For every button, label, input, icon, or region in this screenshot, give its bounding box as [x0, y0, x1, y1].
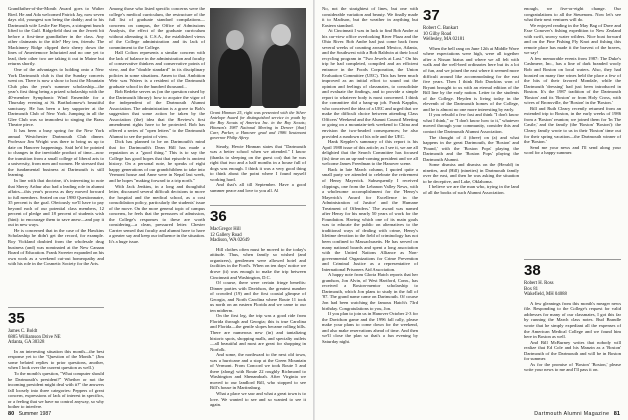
page-number: 81	[613, 411, 620, 417]
paragraph: Bob Redeke serves us (on the question raised by the Dartmouth library): how to acquire the vigor of the independent of the Dartmouth Alumni Association. The administration is a grave to Bob's suggestion that some action be taken by the Association (the) idea that the Review's first amendment rights have to be protected. Bob has offered a series of "open letters" to the Dartmouth Alumni to see the point of view.	[109, 89, 205, 139]
secretary-address-city: Madison, WA 02649	[210, 238, 250, 244]
paragraph: When the bell rang on June 12th at Middle Wave where expectations were high, were all together after a Nissan hiatus and where we all felt with walk and the well-bred ordinaries here but its a lot of fun, and we joined the east where it seemed more difficult around like accommodating for the east five years. Then I think Bob Dawkins won of Bryant brought to us with an eternal edition of the Bill line by the early nation. Letter to the students of the College. Heyden is living today in the eleventh of the Dartmouth homes of the College, and he is almost no one more interesting by early.	[423, 45, 519, 112]
paragraph: Some dismiss and dismiss on the (Herald) in nineties, and (Hill) (nineties) in Dartmouth family over the east, and then he was asking the situation to be deceptive, and Lake, Oklahoma.	[423, 162, 519, 184]
class-36-section	[210, 202, 306, 412]
right-column-3	[524, 6, 621, 254]
paragraph: Steady, Hewie Hinman states that "Dartmouth was a better school when we attended." I know (thanks to sleeping on the guest cot) that he was right that two and a half months in a house full of dogs was enough. I think it was a very good thing to think about the point where I found myself working hard.	[210, 143, 306, 182]
paragraph: And some, the northward to the next old town, was a hurricane and a stop at the Green Mountain of Vermont. From Concord we took Route 5 and there (along) with Route 22 roughly Richmond to Washington and Shenandoah. After Virginia we moved to our landlord Bill, who stopped to see Bill's house in Martinsburg.	[210, 352, 306, 391]
paragraph: And that's all till September. Have a good summer peace and love to you all. Al	[210, 182, 306, 193]
paragraph: If you plan to join us in Hanover October 2-3 for the Davidson game and the 1996 fall rally, please make your plans to come down for the weekend, and also make reservations ahead of time. And then we'll close the plan so that's a fun evening by Saturday night.	[322, 311, 418, 344]
left-page	[0, 0, 313, 420]
divider	[524, 259, 621, 260]
paragraph: As for the promise of 'Boston' 'Boston,' please write your news to me and I'll pass it on.	[524, 361, 621, 373]
divider	[210, 205, 306, 206]
page-number: 80	[8, 411, 15, 417]
magazine-name: Dartmouth Alumni Magazine	[534, 411, 610, 417]
secretary-name: Robert H. Ross	[524, 281, 554, 286]
left-page-footer	[8, 411, 51, 417]
paragraph: Bill and Ruth Cleary recently returned from an extended trip to Boston, in the early weeks of 1986 from a 'Boston' reunion; we joined them for 'In The Castle,' and the family (the 'Boston' 'Boston'): the Cleary family wrote to us in their 'Boston' time out for their spring vacation—the Dartmouth winner of the 'Boston.'	[524, 105, 621, 145]
secretary-address-line: 12 Gallery Road	[210, 232, 242, 238]
secretary-address-line: 6885 Williamson Drive NE	[8, 334, 61, 340]
paragraph: On the first leg, the trip was a good ride from Florida through and Georgia; this is true Carolina and Florida—the gentle slopes became rolling hills. There are numerous new (in) and tantalizing historic spots, shopping malls, and specialty outlets—all beautiful and most are great for shopping in Norfolk.	[210, 313, 306, 352]
class-number: 36	[210, 208, 227, 225]
class-37-section	[423, 6, 519, 406]
paragraph: A happy note from Gloria Hatch reports that her grandson, Jon Alvin, of West Hartford, Conn., has received a Boston-mentor scholarship to Dartmouth, which Jon plans to study in the fall of '87. The grand name came on Dartmouth. Of course Jon had been watching the famous Hatch's 73rd birthday. Congratulations to you, Jon.	[322, 272, 418, 311]
paragraph: enough, we five-or-eight change. Our congratulations to all the Steuenons. Now let's see what their next ventures will do.	[524, 6, 621, 23]
class-number: 37	[423, 7, 440, 24]
photo-caption: Grant Hinman 25, right was presented with the Silver Antelope Award for distinguished service to youth by the Boy Scouts of America Inc. in the Boy Scouts; Hinman's 1987 National Meeting in Denver [that] Carr, Parker, a Hanover grad and 1986 lieutenant governor Philip Aftrey.	[210, 110, 306, 141]
right-page-footer	[534, 411, 620, 417]
secretary-name: MacGregor Hill	[210, 227, 241, 232]
secretary-address-city: Wellesley, MA 02181	[423, 37, 465, 43]
paragraph: If you rebuild a few fast and think "I don't know what I think," or "I don't know how to it," whatever moved through your community, consider this and contact the Dartmouth Alumni Association.	[423, 112, 519, 134]
paragraph: With Jack Jenkins, in a long and thoughtful letter, discussed several difficult decisions to move the hospital and the medical school, as a cost consolidation policy, particularly the students' issue of the move. On the more general topic of campus concerns, he feels that the pressures of admission, the College's responses to these are worth considering—a clean, pressured letter. Chester Carrier sensed that faculty and alumni have to have a greater say and keep our influence in the situation. It's a huge issue.	[109, 183, 205, 244]
paragraph: And Bill McBurney writes that nobody will realize that Ed Cole and his Manzin as a 'Boston' Dartmouth of the Dartmouth and will be in Boston for summer.	[524, 339, 621, 362]
divider	[8, 307, 104, 308]
photo-award-presentation	[210, 8, 306, 106]
left-column-2	[109, 6, 205, 406]
paragraph: Of course, there were certain fringe benefits: Dinner parties with Davidson, the greatest number of crowded (19) and the first coastal glimpse of Georgia, and North Carolina where Route 11 took us north on an eastern Florida and we came to our ten midterm.	[210, 280, 306, 313]
secretary-address-line: 10 Gilby Road	[423, 31, 452, 37]
paragraph: Hall Colton represents a similar concern with the lack of balance in the administration and faculty of conservative thinkers and conservative points of view, and the "double standard" in its disciplinary policies in some situations. Amen to that. Ambition Weir was Waters is a resident of the Dartmouth graduate school in the hundred thousand...	[109, 50, 205, 89]
paragraph: To the month's question, "What computer should be Dartmouth's president?" Whether or not the incoming president might deal with it?" the answers fall loosely into three categories: Peppers of great concern, expressions of lack of interest in specifics, or a feeling that we have no control anyway, so why bother to interfere.	[8, 370, 104, 410]
paragraph: At Cincinnati I was in luck to find Bob Andre at his car-view office overlooking River Plaza and the Ohio River. Bob Andre had just come back from several weeks of counting around Mexico, Atlanta, and the Southwest with a Bob Baldwin at their local recycling program in "Two Jewels at Last." On his trip he had completed, compiled and an efficient entrance in the Foods Corporation, the Union Evaluation Committee (UEC). This has been much improved as an initial effort to sound out the opinion and feelings of classmates, to consolidate and evaluate the findings, and to provide a simple report to whatever body is most concerned. I think the committee did a bang-up job. Frank Kapplin, who conceived the idea of a UEC and urged that we make the difficult choice between attending Class Officers' Weekend and the Alumni Council Meeting or going on a mountain-trek weekend to China and envision the two-headed consequences; he also provided a rundown of his role and the UEC.	[322, 28, 418, 139]
class-38-section	[524, 256, 621, 408]
paragraph: A few memorable events from 1987: The Duke's Cashmere, Inc., has a line of dark branded wooly Bob and Boston on local waters. Also, they had boasted on many fine wines held the place a few of the hits of their favored Mondale, while the Dartmouth 'dressing' had just been introduced in Boston. It's the 1987 tradition of the Dartmouth 'Boston' and its 'Boston' or from Holy Cross, with wives of Bronxville, the 'Boston' in the 'Boston.'	[524, 55, 621, 106]
paragraph: In an interesting situation this month—the best response yet to the "Question of the Month." (Jim some belated replies to prior questions, another, when I look over the current question as well.)	[8, 348, 104, 371]
left-column-3	[210, 108, 306, 198]
paragraph: It has been a busy spring for the New York annual Westchester Dartmouth Club dinner. Professor Jim Wright was there to bring us up to date on Hanover happenings. Said he'd be pointed to changes in the inevitable product of time—now the transition from a small college of liberal arts to a university, from men and women. He stressed that the fundamental business at Dartmouth is still learning.	[8, 128, 104, 178]
paragraph: Grandfather-of-the-Month Award goes to Walter Ried. He and Ada welcomed Patrick Jay, now seven days old, youngest son being the daddy; and to his Dartmouth wife Leslie Fae Hayes, a stringent bunch lifted to the Gulf. Ridgefield dust on the Jewett bit before a first-time grandfather in the class. Any other claimants to the title? Hey ten, friends: The Mackinney Ridge clipped their sherry down the lines of Ameriemoce Infuriated and no one yet to lead, their other two are taking it out in Maine but returns shortly.	[8, 6, 104, 67]
paragraph: We enjoyed reading in the May Bag of Dave and Esse Conover's fishing expedition to New Zealand with swift, snowy water wilders. Nice boat forward and on the Fine Fishing Fly Knot and fishing this remote place has made it the bravest of the braves, we say!	[524, 22, 621, 56]
left-column-1	[8, 6, 104, 267]
class-35-section	[8, 304, 104, 410]
secretary-address-city: Wakefield, MH 04088	[524, 292, 567, 298]
paragraph: I believe we are the man who, trying in the land of all the books of such Alumni Association.	[423, 184, 519, 195]
person-right	[262, 44, 300, 108]
right-column-1	[322, 6, 418, 406]
secretary-address-line: Box 81	[524, 286, 538, 292]
paragraph: What a place we saw and what a great town is to love. We wanted to see and so wanted to see it again.	[210, 391, 306, 408]
paragraph: The thought of 4 (three) on (a) and what happens in the great Dartmouth, the 'Boston' and 'Pound,' with the 'Boston Pops' playing the Dartmouth and the 'Boston Pops' playing the Dartmouth Alumni.	[423, 134, 519, 162]
paragraph: Send me your news and I'll send along your word for a happy summer.	[524, 144, 621, 156]
paragraph: Dick has planned to be on Dartmouth's mind that for Dartmouth's Dean Hill has made a reputation as a "good thing." This is to say the College has good hopes that that episode is ancient history. On a personal note, he speaks of eight happy generations of our grandchildren to take into Vermont house and Anne were in Nepal last week, and he hopes "making forward to a trip north."	[109, 139, 205, 183]
paragraph: Among those who listed specific concerns were the college's medical curriculum, the restructure of the full list of graduate standard compilations—concerns on campus, the Office of Admissions Analysis, the effect of the graduate curriculum without alienating it. C.S.A., the established views of the College administration and its lack of commitment to the College.	[109, 6, 205, 50]
paragraph: One of the advantages to holding onto a New York Dartmouth club is that the Sunday concerts went on. There is now a show to host the Mountain Club plus the year's summer scholarship—the year's first thing being a prized scholarship with the 40-member Symphonic Wind Ensemble for a Thursday evening at St. Bartholomew's beautiful sanctuary. He has been a key supporter at the Dartmouth Club of New York. Jumping in all the Glee Club was so immodest to singing the Brass Theatre piece.	[8, 67, 104, 128]
secretary-name: Robert C. Bankart	[423, 26, 459, 31]
class-number: 38	[524, 262, 541, 279]
secretary-name: James C. Boldt	[8, 329, 38, 334]
secretary-address-city: Atlanta, GA 30328	[8, 340, 45, 346]
paragraph: He is concerned that in the case of the Hawkins Scholarship he didn't get the record, for example. Roy Vickland doubted from the wholesale drug business (and) was nominated at the New Canaan Board of Education. Frank Sweeter expanded on his own work as a weekend cut-out homeopathy and with his role in the Cosmetic Society for the Arts.	[8, 227, 104, 267]
paragraph: A few gleanings from this month's meager news file. Responding to the College's request for valid addresses for many of our classmates, I got this far by running the March class notes. Bud Brandle wrote that he simply expediant all the expenses of the American Medical College and we found him here in Boston as well.	[524, 300, 621, 340]
paragraph: Hill clothes often must be moved to the today's attitude. Thus, when family so wished (and organizers), gentlemen were allowed hotel and facilities in the Ford's. When on ten days' notice we drove (it) was enough to make the trip between Cincinnati and Washington, D.C.	[210, 246, 306, 280]
class-number: 35	[8, 310, 25, 327]
paragraph: Hank Keppler's summary of this report is his April 1988 issue of this article; as I see it, we are all delighted that the Search Committee has focused (its) time on an up-and-coming president and we all welcome James Freedman to the Hanover scene.	[322, 139, 418, 167]
paragraph: Back in late March column, I quoted quite a small party we attended to celebrate the retirement of Henry Mayerick. Subsequently I received clippings, one from the Lebanon Valley News, with a wholesome accomplishment for the 'Henry's Mayerick's Award for Excellence in the Administration of Justice' and the Humane Treatment of Offenders.' The award was named after Henry for his nearly 50 years of work for the Foundation. Having which one of its main goals was to educate the public on alternatives to the traditional ways of dealing with crime, Henry's lifetime devotion to the field of criminology has not been confined to Massachusetts. He has served on many national boards and spent a long association with the United Nations Alliance as Non-governmental Organizations for Crime Prevention and Criminal Justice as a representative of International Prisoners Aid Association.	[322, 166, 418, 272]
person-left	[218, 48, 252, 108]
paragraph: No, not the straightest of lines, but one with considerable variation and beauty. We finally made it to Madison, but the weather in anything but Eastern standard.	[322, 6, 418, 28]
issue-label: Summer 1987	[18, 411, 52, 417]
paragraph: In line with that doctrine, it's interesting to note that Sherry Arthur also had a leading role in alumni affairs—this year's process as they moved forward to full members. Seated on our 1980 Questionnaire, 35 percent is the goal. Obviously we'll have to pay beyond each of our potential class members, 12 percent of pledge and 18 percent of students wish (hint): to encourage them to save anew—and pay it out in new ways.	[8, 177, 104, 228]
right-page	[315, 0, 628, 420]
